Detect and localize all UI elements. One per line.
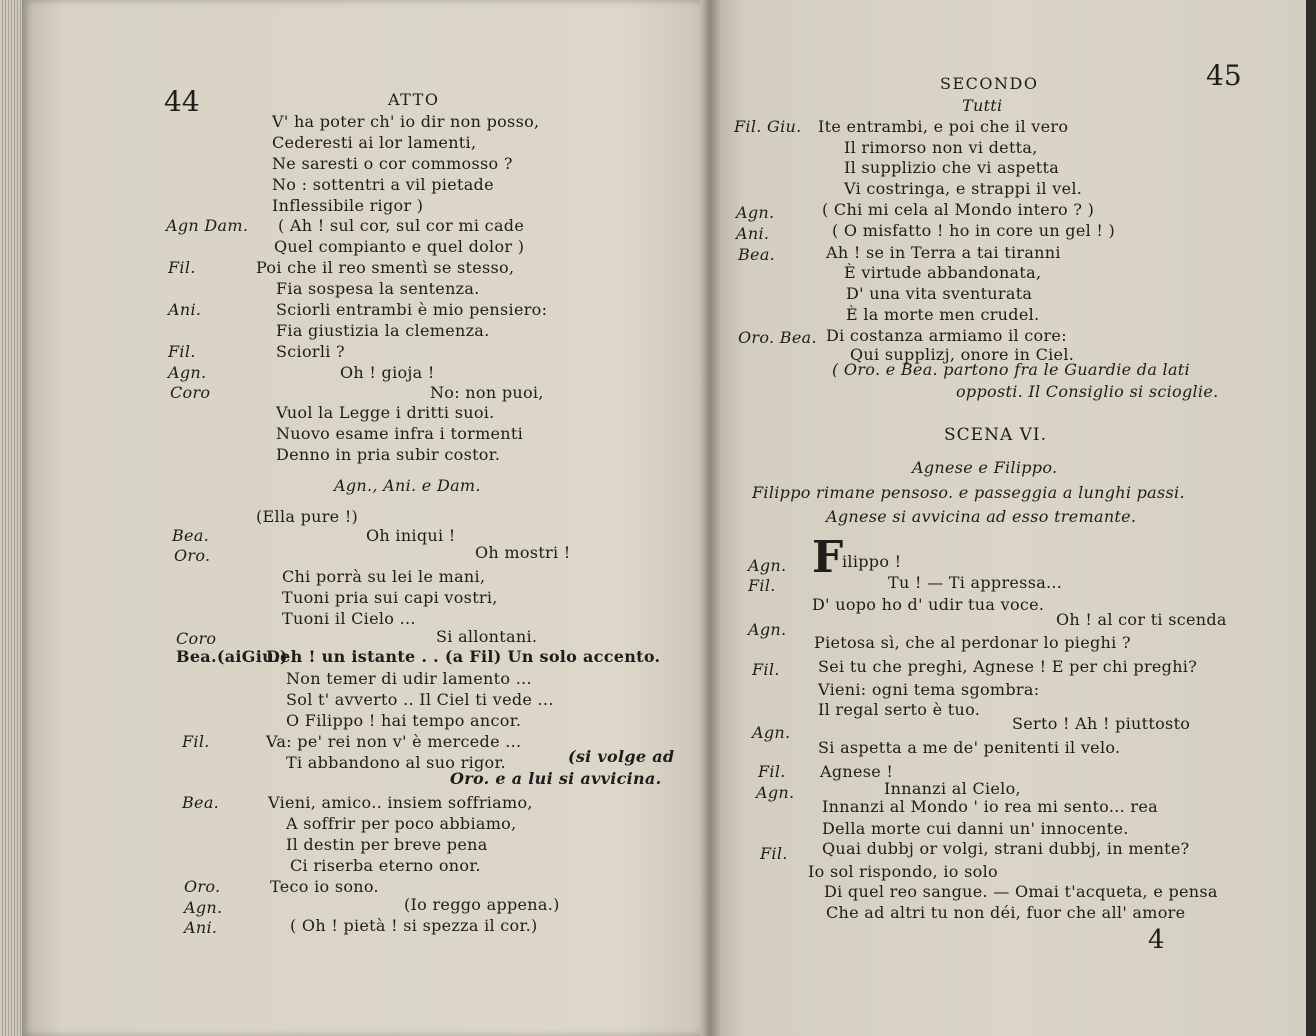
signature-mark: 4 [1148, 925, 1165, 955]
verse-line: Serto ! Ah ! piuttosto [1012, 714, 1191, 733]
verse-line: O Filippo ! hai tempo ancor. [286, 711, 522, 730]
verse-line: Il destin per breve pena [286, 835, 488, 854]
verse-line: Sol t' avverto .. Il Ciel ti vede ... [286, 690, 554, 709]
speaker-label: Ani. [168, 300, 202, 319]
verse-line: Ci riserba eterno onor. [290, 856, 481, 875]
verse-line: Ite entrambi, e poi che il vero [818, 117, 1069, 136]
verse-line: Tu ! — Ti appressa... [888, 573, 1063, 592]
verse-line: Chi porrà su lei le mani, [282, 567, 486, 586]
speaker-label: Bea. [172, 526, 210, 545]
verse-line: No: non puoi, [430, 383, 544, 402]
verse-line: Oh ! al cor ti scenda [1056, 610, 1227, 629]
verse-line: Quai dubbj or volgi, strani dubbj, in mente? [822, 839, 1190, 858]
speaker-label: Agn. [748, 620, 787, 639]
speaker-label: Coro [170, 383, 211, 402]
running-head: ATTO [388, 90, 440, 109]
speaker-label: Ani. [184, 918, 218, 937]
verse-line: ( Oro. e Bea. partono fra le Guardie da lati [832, 360, 1190, 379]
verse-line: Oro. e a lui si avvicina. [450, 769, 662, 788]
verse-line: (Io reggo appena.) [404, 895, 560, 914]
speaker-label: Agn Dam. [166, 216, 249, 235]
verse-line: Quel compianto e quel dolor ) [274, 237, 525, 256]
verse-line: Fia giustizia la clemenza. [276, 321, 490, 340]
verse-line: A soffrir per poco abbiamo, [286, 814, 517, 833]
speaker-label: Oro. [184, 877, 221, 896]
verse-line: (Ella pure !) [256, 507, 359, 526]
verse-line: Vieni, amico.. insiem soffriamo, [268, 793, 533, 812]
verse-line: Teco io sono. [270, 877, 379, 896]
verse-line: Inflessibile rigor ) [272, 196, 424, 215]
verse-line: Agnese ! [820, 762, 894, 781]
verse-line: Il rimorso non vi detta, [844, 138, 1038, 157]
verse-line: Si allontani. [436, 627, 538, 646]
verse-line: (si volge ad [568, 747, 675, 766]
speaker-label: Agn. [748, 556, 787, 575]
speaker-label: Fil. Giu. [734, 117, 802, 136]
verse-line: Di costanza armiamo il core: [826, 326, 1067, 345]
drop-cap: F [812, 532, 844, 583]
verse-line: ( O misfatto ! ho in core un gel ! ) [832, 221, 1116, 240]
verse-line: ( Oh ! pietà ! si spezza il cor.) [290, 916, 538, 935]
verse-line: Tutti [962, 96, 1003, 115]
speaker-label: Bea. [182, 793, 220, 812]
verse-line: No : sottentri a vil pietade [272, 175, 494, 194]
verse-line: Tuoni il Cielo ... [282, 609, 416, 628]
book-edge-right [1306, 0, 1316, 1036]
verse-line: Che ad altri tu non déi, fuor che all' amore [826, 903, 1186, 922]
verse-line: Deh ! un istante . . (a Fil) Un solo accento. [266, 647, 661, 666]
verse-line: Vieni: ogni tema sgombra: [818, 680, 1040, 699]
book-gutter [700, 0, 720, 1036]
speaker-label: Fil. [758, 762, 786, 781]
verse-line: Della morte cui danni un' innocente. [822, 819, 1129, 838]
page-number: 44 [164, 85, 200, 118]
verse-line: Agnese si avvicina ad esso tremante. [826, 507, 1137, 526]
verse-line: Vuol la Legge i dritti suoi. [276, 403, 495, 422]
verse-line: Vi costringa, e strappi il vel. [844, 179, 1083, 198]
verse-line: Denno in pria subir costor. [276, 445, 501, 464]
speaker-label: Agn. [756, 783, 795, 802]
book-edge-left [0, 0, 22, 1036]
speaker-label: Fil. [748, 576, 776, 595]
verse-line: Sciorli entrambi è mio pensiero: [276, 300, 548, 319]
speaker-label: Bea. [738, 245, 776, 264]
verse-line: Sei tu che preghi, Agnese ! E per chi preghi? [818, 657, 1198, 676]
verse-line: Agn., Ani. e Dam. [334, 476, 481, 495]
verse-line: Il supplizio che vi aspetta [844, 158, 1060, 177]
verse-line: SCENA VI. [944, 425, 1048, 445]
verse-line: Innanzi al Cielo, [884, 779, 1021, 798]
speaker-label: Fil. [760, 844, 788, 863]
running-head: SECONDO [940, 74, 1039, 93]
speaker-label: Coro [176, 629, 217, 648]
verse-line: opposti. Il Consiglio si scioglie. [956, 382, 1219, 401]
speaker-label: Fil. [168, 342, 196, 361]
speaker-label: Bea.(aiGiu.) [176, 647, 288, 666]
verse-line: ( Ah ! sul cor, sul cor mi cade [278, 216, 525, 235]
speaker-label: Agn. [168, 363, 207, 382]
speaker-label: Oro. [174, 546, 211, 565]
verse-line: Qui supplizj, onore in Ciel. [850, 345, 1075, 364]
verse-line: Io sol rispondo, io solo [808, 862, 998, 881]
verse-line: Si aspetta a me de' penitenti il velo. [818, 738, 1121, 757]
verse-line: Poi che il reo smentì se stesso, [256, 258, 515, 277]
verse-line: Ne saresti o cor commosso ? [272, 154, 513, 173]
speaker-label: Agn. [752, 723, 791, 742]
verse-line: Oh ! gioja ! [340, 363, 435, 382]
speaker-label: Fil. [182, 732, 210, 751]
verse-line: Fia sospesa la sentenza. [276, 279, 480, 298]
speaker-label: Agn. [184, 898, 223, 917]
verse-line: Va: pe' rei non v' è mercede ... [266, 732, 522, 751]
verse-line: Ti abbandono al suo rigor. [286, 753, 507, 772]
speaker-label: Fil. [752, 660, 780, 679]
verse-line: Non temer di udir lamento ... [286, 669, 532, 688]
verse-line: Oh mostri ! [475, 543, 571, 562]
speaker-label: Oro. Bea. [738, 328, 817, 347]
verse-line: D' uopo ho d' udir tua voce. [812, 595, 1045, 614]
verse-line: Ah ! se in Terra a tai tiranni [826, 243, 1061, 262]
verse-line: Innanzi al Mondo ' io rea mi sento... rea [822, 797, 1158, 816]
verse-line: Filippo rimane pensoso. e passeggia a lunghi passi. [752, 483, 1185, 502]
verse-line: Cederesti ai lor lamenti, [272, 133, 477, 152]
verse-line: Tuoni pria sui capi vostri, [282, 588, 498, 607]
verse-line: Pietosa sì, che al perdonar lo pieghi ? [814, 633, 1131, 652]
verse-line: Di quel reo sangue. — Omai t'acqueta, e pensa [824, 882, 1218, 901]
verse-line: Oh iniqui ! [366, 526, 456, 545]
verse-line: È virtude abbandonata, [844, 263, 1042, 282]
verse-line: D' una vita sventurata [846, 284, 1033, 303]
verse-line: Il regal serto è tuo. [818, 700, 981, 719]
speaker-label: Agn. [736, 203, 775, 222]
speaker-label: Fil. [168, 258, 196, 277]
verse-line: ( Chi mi cela al Mondo intero ? ) [822, 200, 1095, 219]
speaker-label: Ani. [736, 224, 770, 243]
verse-line: È la morte men crudel. [846, 305, 1040, 324]
verse-line: Nuovo esame infra i tormenti [276, 424, 524, 443]
verse-line: ilippo ! [842, 552, 902, 571]
verse-line: V' ha poter ch' io dir non posso, [272, 112, 540, 131]
page-number: 45 [1206, 59, 1242, 92]
verse-line: Sciorli ? [276, 342, 345, 361]
verse-line: Agnese e Filippo. [912, 458, 1058, 477]
